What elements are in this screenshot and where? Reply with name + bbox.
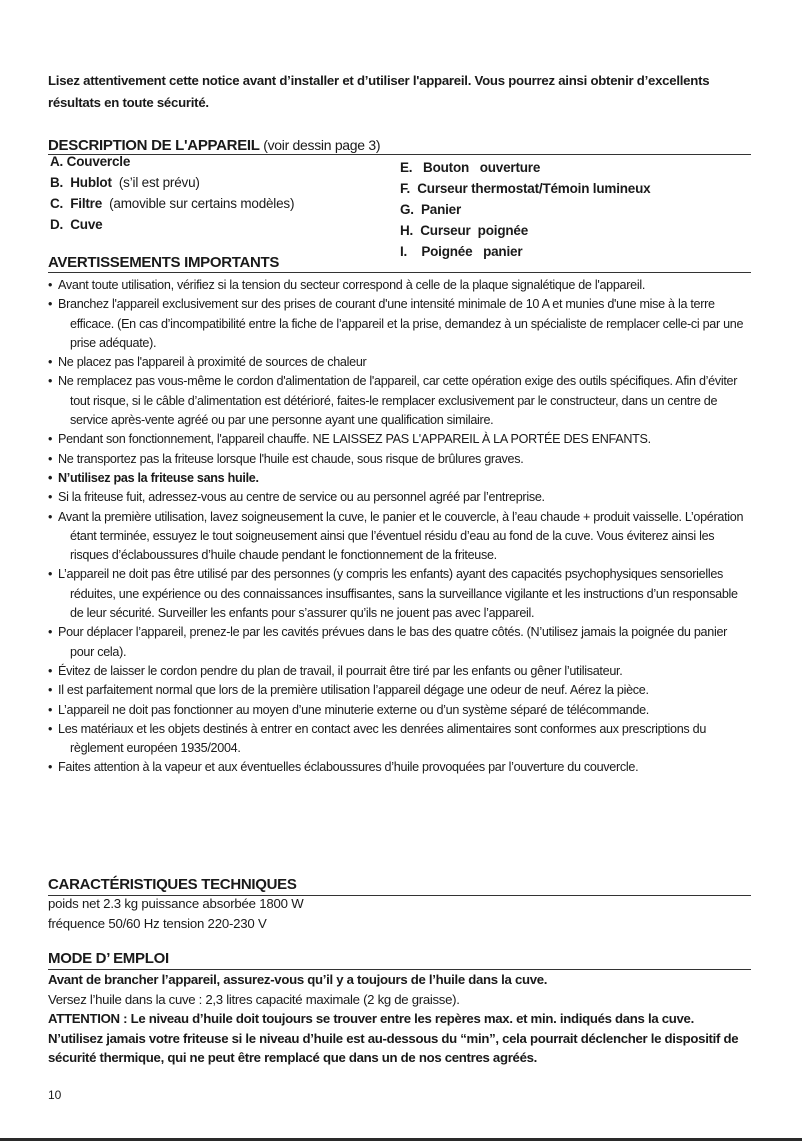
warnings-list	[48, 276, 751, 778]
warnings-heading: AVERTISSEMENTS IMPORTANTS	[48, 254, 280, 271]
warning-item	[48, 372, 751, 430]
warning-item	[48, 295, 751, 353]
warning-item	[48, 276, 751, 295]
bullet-icon: •	[48, 297, 53, 312]
item-letter: H.	[400, 223, 414, 238]
item-detail: (amovible sur certains modèles)	[109, 196, 295, 211]
item-letter: C.	[50, 196, 64, 211]
warning-item	[48, 488, 751, 507]
item-letter: G.	[400, 202, 414, 217]
warning-text: Si la friteuse fuit, adressez-vous au centre de service ou au personnel agréé par l’entreprise.	[58, 490, 545, 505]
bullet-icon: •	[48, 490, 53, 505]
mode-body	[48, 970, 751, 1068]
warning-item	[48, 450, 751, 469]
mode-heading: MODE D’ EMPLOI	[48, 950, 169, 967]
bullet-icon: •	[48, 470, 53, 485]
warnings-rule	[48, 272, 751, 273]
item-name: Curseur poignée	[420, 223, 529, 238]
bullet-icon: •	[48, 432, 53, 447]
intro-paragraph: Lisez attentivement cette notice avant d’installer et d’utiliser l'appareil. Vous pourrez ainsi obtenir d’excellents résultats en toute sécurité.	[48, 73, 710, 110]
warning-text: Avant la première utilisation, lavez soigneusement la cuve, le panier et le couvercle, à l’eau chaude + produit vaisselle. L’opération étant terminée, essuyez le tout soigneusement ainsi que l’éventuel résidu d’eau au fond de la cuve. Vous éviterez ainsi les risques d’éclaboussures d’huile chaude pendant le fonctionnement de la friteuse.	[58, 509, 744, 563]
item-letter: F.	[400, 181, 411, 196]
item-letter: D.	[50, 217, 64, 232]
item-name: Cuve	[70, 217, 103, 232]
description-item-a	[50, 154, 130, 169]
bullet-icon: •	[48, 509, 53, 524]
warning-item	[48, 508, 751, 566]
spec-line-frequency-voltage: fréquence 50/60 Hz tension 220-230 V	[48, 916, 267, 931]
item-name: Hublot	[70, 175, 112, 190]
warning-text: Ne remplacez pas vous-même le cordon d'alimentation de l'appareil, car cette opération exige des outils spécifiques. Afin d’éviter tout risque, si le câble d’alimentation est détérioré, faites-le remplacer exclusivement par le constructeur, dans un centre de service après-vente agréé ou par une personne ayant une qualification similaire.	[58, 374, 738, 428]
item-letter: E.	[400, 160, 413, 175]
warning-text: Évitez de laisser le cordon pendre du plan de travail, il pourrait être tiré par les enfants ou gêner l’utilisateur.	[58, 663, 623, 678]
item-letter: B.	[50, 175, 64, 190]
warning-text: Faites attention à la vapeur et aux éventuelles éclaboussures d’huile provoquées par l’ouverture du couvercle.	[58, 760, 639, 775]
item-detail: (s’il est prévu)	[118, 175, 200, 190]
mode-paragraph-oil-capacity: Versez l’huile dans la cuve : 2,3 litres capacité maximale (2 kg de graisse).	[48, 991, 460, 1007]
warning-text: Ne placez pas l'appareil à proximité de sources de chaleur	[58, 355, 367, 370]
bullet-icon: •	[48, 374, 53, 389]
warning-item-emphasis	[48, 469, 751, 488]
warning-item	[48, 758, 751, 777]
warning-text: Avant toute utilisation, vérifiez si la tension du secteur correspond à celle de la plaque signalétique de l'appareil.	[58, 278, 646, 292]
description-item-c	[50, 196, 294, 211]
warning-text: Ne transportez pas la friteuse lorsque l'huile est chaude, sous risque de brûlures graves.	[58, 451, 524, 466]
warning-item	[48, 701, 751, 720]
description-item-i	[400, 244, 522, 259]
warning-item	[48, 623, 751, 662]
warning-text: L’appareil ne doit pas fonctionner au moyen d’une minuterie externe ou d’un système séparé de télécommande.	[58, 702, 649, 717]
bullet-icon: •	[48, 683, 53, 698]
page-number: 10	[48, 1088, 62, 1102]
bullet-icon: •	[48, 278, 53, 292]
warning-item	[48, 565, 751, 623]
specs-heading: CARACTÉRISTIQUES TECHNIQUES	[48, 876, 297, 893]
description-item-g	[400, 202, 461, 217]
warning-item	[48, 681, 751, 700]
warning-item	[48, 720, 751, 759]
description-item-b	[50, 175, 200, 190]
description-title: DESCRIPTION DE L'APPAREIL	[48, 137, 260, 154]
warning-item	[48, 430, 751, 449]
bullet-icon: •	[48, 760, 53, 775]
description-item-d	[50, 217, 102, 232]
item-name: Curseur thermostat/Témoin lumineux	[417, 181, 651, 196]
warning-text: L’appareil ne doit pas être utilisé par des personnes (y compris les enfants) ayant des capacités psychophysiques sensorielles réduites, une expérience ou des connaissances insuffisantes, sans la surveillance vigilante et les instructions d’un responsable de leur sécurité. Surveiller les enfants pour s’assurer qu’ils ne jouent pas avec l’appareil.	[58, 567, 738, 621]
item-name: Panier	[420, 202, 462, 217]
warning-text: Il est parfaitement normal que lors de la première utilisation l’appareil dégage une odeur de neuf. Aérez la pièce.	[58, 683, 649, 698]
description-heading	[48, 137, 380, 154]
warning-item	[48, 353, 751, 372]
bullet-icon: •	[48, 567, 53, 582]
item-name: Poignée panier	[421, 244, 523, 259]
bullet-icon: •	[48, 355, 53, 370]
warning-text: Pendant son fonctionnement, l'appareil chauffe. NE LAISSEZ PAS L'APPAREIL À LA PORTÉE DES ENFANTS.	[58, 432, 651, 447]
description-rule	[48, 154, 751, 155]
description-note: (voir dessin page 3)	[263, 137, 381, 153]
mode-paragraph-attention: ATTENTION : Le niveau d’huile doit toujours se trouver entre les repères max. et min. indiqués dans la cuve. N’utilisez jamais votre friteuse si le niveau d’huile est au-dessous du “min”, cela pourrait déclencher le dispositif de sécurité thermique, qui ne peut être remplacé que dans un de nos centres agréés.	[48, 1011, 739, 1065]
warning-text: Les matériaux et les objets destinés à entrer en contact avec les denrées alimentaires sont conformes aux prescriptions du règlement européen 1935/2004.	[58, 721, 707, 756]
item-name: Filtre	[70, 196, 103, 211]
description-item-e	[400, 160, 540, 175]
bullet-icon: •	[48, 451, 53, 466]
item-letter: I.	[400, 244, 408, 259]
bullet-icon: •	[48, 721, 53, 736]
warning-text: Branchez l'appareil exclusivement sur des prises de courant d'une intensité minimale de 10 A et munies d'une mise à la terre efficace. (En cas d’incompatibilité entre la fiche de l’appareil et la prise, demandez à un spécialiste de remplacer celle-ci par une prise adéquate).	[58, 297, 744, 350]
spec-line-weight-power: poids net 2.3 kg puissance absorbée 1800 W	[48, 896, 304, 911]
warning-item	[48, 662, 751, 681]
warning-text: Pour déplacer l’appareil, prenez-le par les cavités prévues dans le bas des quatre côtés. (N’utilisez jamais la poignée du panier pour cela).	[58, 625, 728, 659]
bullet-icon: •	[48, 625, 53, 640]
description-item-h	[400, 223, 528, 238]
description-item-f	[400, 181, 650, 196]
bullet-icon: •	[48, 702, 53, 717]
warning-text: N’utilisez pas la friteuse sans huile.	[58, 470, 259, 485]
item-letter: A.	[50, 154, 64, 169]
bullet-icon: •	[48, 663, 53, 678]
item-name: Couvercle	[66, 154, 131, 169]
mode-paragraph-oil-check: Avant de brancher l’appareil, assurez-vous qu’il y a toujours de l’huile dans la cuve.	[48, 972, 548, 987]
item-name: Bouton ouverture	[423, 160, 541, 175]
